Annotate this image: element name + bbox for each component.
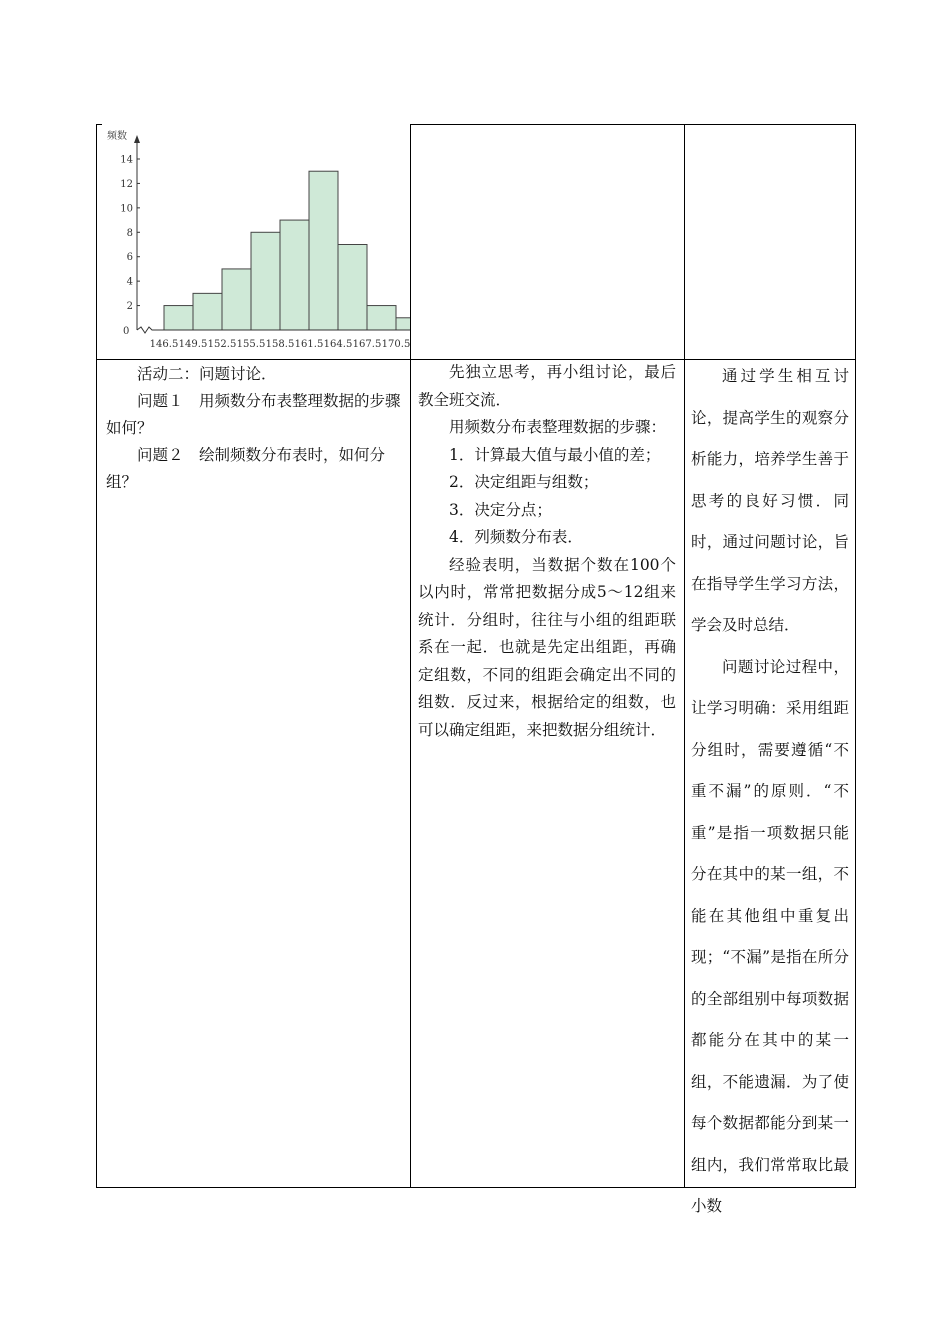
step-2: 2．决定组距与组数； xyxy=(449,473,599,491)
design-intent-paragraph-2: 问题讨论过程中，让学习明确：采用组距分组时，需要遵循“不重不漏”的原则．“不重”是指一项数据只能分在其中的某一组，不能在其他组中重复出现；“不漏”是指在所分的全部组别中每项数据都能分在其中的某一组，不能遗漏．为了使每个数据都能分到某一组内，我们常常取比最小数 xyxy=(691,657,849,1215)
y-axis-arrow xyxy=(134,135,140,143)
histogram-bar xyxy=(396,318,410,330)
origin-label: 0 xyxy=(123,326,130,337)
histogram-bar xyxy=(222,269,251,330)
x-tick-label: 149.5 xyxy=(178,339,208,350)
histogram-bar xyxy=(164,306,193,330)
lesson-table xyxy=(96,124,856,1215)
design-intent-cell xyxy=(691,356,849,1228)
y-tick-label: 4 xyxy=(126,276,133,288)
design-intent-paragraph-1: 通过学生相互讨论，提高学生的观察分析能力，培养学生善于思考的良好习惯．同时，通过问题讨论，旨在指导学生学习方法，学会及时总结． xyxy=(691,367,849,634)
empty-cell-top-middle xyxy=(411,125,684,359)
table-border-right xyxy=(855,124,856,1188)
y-tick-label: 2 xyxy=(126,301,133,313)
activity-cell xyxy=(106,361,404,496)
student-activity-cell xyxy=(418,359,676,744)
histogram-bar xyxy=(193,293,222,330)
x-tick-label: 164.5 xyxy=(323,339,353,350)
activity-title: 活动二：问题讨论． xyxy=(137,365,277,383)
histogram-bar xyxy=(309,171,338,330)
x-tick-label: 158.5 xyxy=(265,339,295,350)
histogram-bar xyxy=(367,306,396,330)
histogram-bar xyxy=(338,245,367,331)
y-tick-label: 10 xyxy=(120,203,133,215)
discussion-instruction: 先独立思考，再小组讨论，最后教全班交流． xyxy=(418,363,676,409)
x-tick-label: 167.5 xyxy=(352,339,382,350)
x-tick-label: 152.5 xyxy=(207,339,237,350)
histogram-bar xyxy=(251,232,280,330)
empty-cell-top-right xyxy=(685,125,855,359)
y-tick-label: 14 xyxy=(120,154,133,166)
x-tick-label: 146.5 xyxy=(149,339,179,350)
step-4: 4．列频数分布表． xyxy=(449,528,583,546)
experience-paragraph: 经验表明，当数据个数在100个以内时，常常把数据分成5～12组来统计．分组时，往往与小组的组距联系在一起．也就是先定出组距，再确定组数，不同的组距会确定出不同的组数．反过来，根据给定的组数，也可以确定组距，来把数据分组统计． xyxy=(418,555,676,739)
frequency-histogram xyxy=(97,125,410,359)
x-tick-label: 170.5 xyxy=(381,339,410,350)
question-2: 问题２ 绘制频数分布表时，如何分组？ xyxy=(106,446,386,491)
histogram-bar xyxy=(280,220,309,330)
y-tick-label: 12 xyxy=(120,178,133,190)
step-1: 1．计算最大值与最小值的差； xyxy=(449,445,661,464)
y-axis-label: 频数 xyxy=(107,131,127,142)
x-tick-label: 155.5 xyxy=(236,339,266,350)
y-tick-label: 8 xyxy=(126,227,133,239)
x-tick-label: 161.5 xyxy=(294,339,324,350)
steps-intro: 用频数分布表整理数据的步骤： xyxy=(449,418,667,436)
step-3: 3．决定分点； xyxy=(449,500,552,519)
question-1: 问题１ 用频数分布表整理数据的步骤如何？ xyxy=(106,392,401,437)
y-tick-label: 6 xyxy=(126,252,133,264)
histogram-cell xyxy=(97,125,410,359)
